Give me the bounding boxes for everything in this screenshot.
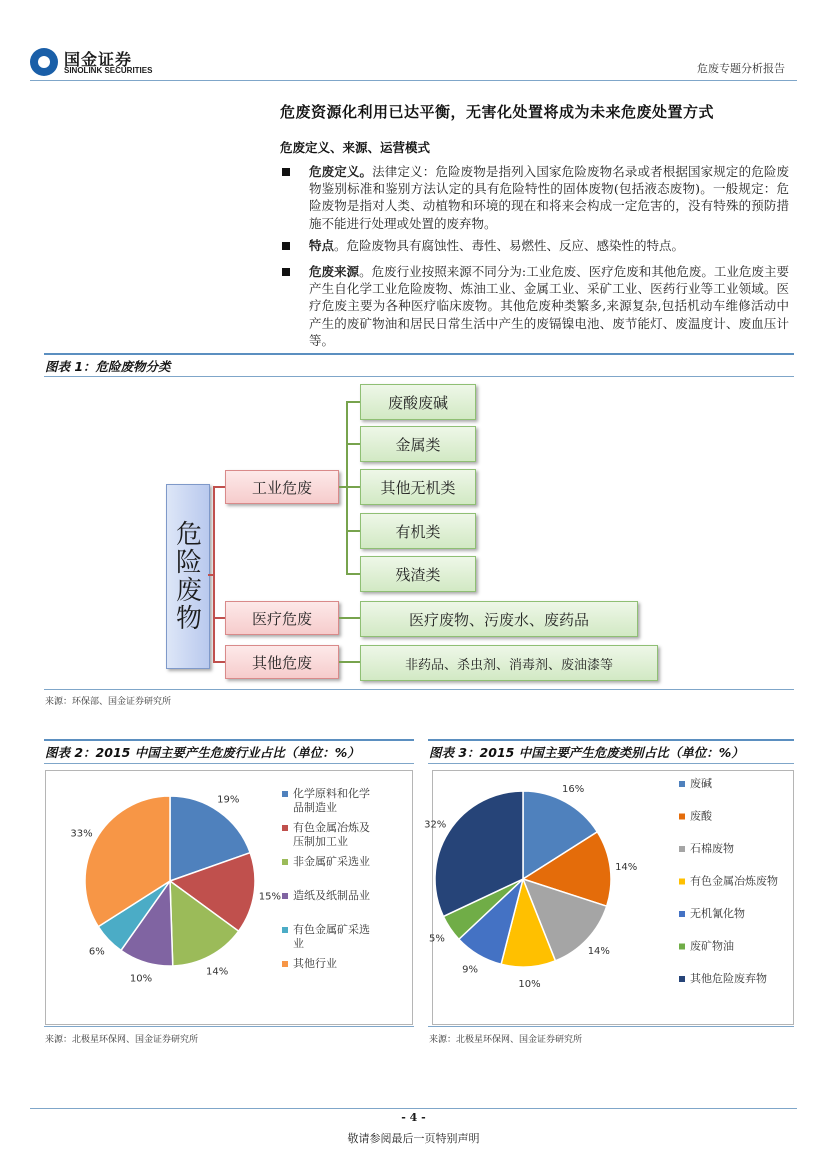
figure2-caption: 图表 2：2015 中国主要产生危废行业占比（单位：%） [45,745,360,760]
footer-divider [30,1108,797,1109]
node-other: 其他危废 [225,645,339,679]
bullet-marker [282,242,290,250]
connector [213,486,225,488]
figure2-source: 来源：北极星环保网、国金证券研究所 [45,1035,199,1045]
legend-label: 废碱 [690,777,712,790]
legend-swatch [679,911,685,917]
legend-swatch [679,814,685,820]
page-number: - 4 - [401,1111,426,1124]
connector [339,661,360,663]
pie-data-label: 33% [70,828,93,840]
figure1-top-rule [44,353,794,355]
logo-english-name: SINOLINK SECURITIES [64,66,153,75]
legend-swatch [282,859,288,865]
bullet-text: 法律定义：危险废物是指列入国家危险废物名录或者根据国家规定的危险废物鉴别标准和鉴别方法认定的具有危险特性的固体废物(包括液态废物)。一般规定：危险废物是指对人类、动植物和环境的现在和将来会构成一定危害的，没有特殊的预防措施不能进行处理或处置的废弃物。 [309,164,789,231]
figure1-caption-rule [44,376,794,377]
industry-pie-chart [46,771,412,1024]
node-medical-detail: 医疗废物、污废水、废药品 [360,601,638,637]
legend-swatch [282,791,288,797]
legend-label: 品制造业 [293,801,337,814]
pie-data-label: 5% [429,933,445,945]
figure3-bottom-rule [428,1026,794,1027]
logo-chinese-name: 国金证券 [64,50,133,69]
node-other-inorganic: 其他无机类 [360,469,476,505]
pie-data-label: 32% [424,819,447,831]
diagram-root-label: 危险废物 [171,519,202,632]
legend-label: 非金属矿采选业 [293,855,370,868]
legend-label: 压制加工业 [293,835,348,848]
figure2-caption-rule [44,763,414,764]
node-residue: 残渣类 [360,556,476,592]
legend-label: 废酸 [690,809,712,823]
legend-swatch [679,879,685,885]
connector [346,401,360,403]
section-heading: 危废定义、来源、运营模式 [280,140,431,155]
legend-label: 废矿物油 [690,939,734,953]
legend-label: 其他危险废弃物 [690,972,767,985]
company-logo-icon [30,48,58,76]
connector [213,661,225,663]
legend-swatch [679,944,685,950]
main-title: 危废资源化利用已达平衡，无害化处置将成为未来危废处置方式 [280,103,715,121]
legend-swatch [282,927,288,933]
node-acid-alkali: 废酸废碱 [360,384,476,420]
connector [346,530,360,532]
legend-swatch [679,846,685,852]
legend-label: 有色金属矿采选 [293,923,370,936]
bullet-text: 。危废行业按照来源不同分为:工业危废、医疗危废和其他危废。工业危废主要产生自化学工业危险废物、炼油工业、金属工业、采矿工业、医药行业等工业领域。医疗危废主要为各种医疗临床废物。其他危废种类繁多,来源复杂,包括机动车维修活动中产生的废矿物油和居民日常生活中产生的废镉镍电池、废节能灯、废温度计、废血压计等。 [309,264,789,348]
bullet-marker [282,168,290,176]
pie-data-label: 14% [206,966,229,978]
pie-data-label: 14% [615,861,638,873]
pie-data-label: 10% [129,973,153,985]
figure2-top-rule [44,739,414,741]
pie-data-label: 6% [88,946,105,958]
pie-data-label: 9% [462,964,478,976]
pie-data-label: 16% [561,783,585,795]
node-metals: 金属类 [360,426,476,462]
figure2-bottom-rule [44,1026,414,1027]
connector [346,486,360,488]
footer-disclaimer: 敬请参阅最后一页特别声明 [347,1132,480,1145]
legend-label: 业 [293,937,304,950]
header-divider [30,80,797,81]
legend-label: 有色金属冶炼及 [293,821,370,834]
figure1-bottom-rule [44,689,794,690]
figure3-chart-panel [424,770,794,1025]
legend-swatch [679,976,685,982]
node-other-detail: 非药品、杀虫剂、消毒剂、废油漆等 [360,645,658,681]
node-industrial: 工业危废 [225,470,339,504]
legend-swatch [282,961,288,967]
legend-label: 有色金属冶炼废物 [690,874,778,888]
pie-data-label: 10% [518,978,541,990]
node-medical: 医疗危废 [225,601,339,635]
connector [213,617,225,619]
connector [339,617,360,619]
legend-label: 造纸及纸制品业 [293,889,370,902]
figure3-source: 来源：北极星环保网、国金证券研究所 [429,1035,583,1045]
connector [346,443,360,445]
bullet-text: 。危险废物具有腐蚀性、毒性、易燃性、反应、感染性的特点。 [334,238,685,253]
pie-data-label: 14% [587,946,610,958]
bullet-lead: 危废来源 [309,264,360,279]
legend-swatch [679,781,685,787]
figure1-caption: 图表 1：危险废物分类 [45,359,171,374]
pie-data-label: 19% [217,794,240,806]
figure3-caption: 图表 3：2015 中国主要产生危废类别占比（单位：%） [429,745,744,760]
legend-swatch [282,893,288,899]
connector [346,401,348,575]
bullet-lead: 特点 [309,238,335,253]
report-title: 危废专题分析报告 [697,62,785,75]
bullet-features [309,237,789,254]
bullet-marker [282,268,290,276]
pie-data-label: 15% [258,891,282,903]
bullet-lead: 危废定义。 [309,164,373,179]
legend-swatch [282,825,288,831]
bullet-sources [309,263,789,349]
legend-label: 其他行业 [293,957,337,970]
figure3-top-rule [428,739,794,741]
legend-label: 化学原料和化学 [293,787,370,800]
legend-label: 无机氰化物 [690,907,745,920]
category-pie-chart [424,771,793,1024]
connector [213,486,215,662]
figure3-caption-rule [428,763,794,764]
connector [346,573,360,575]
figure1-source: 来源：环保部、国金证券研究所 [45,697,172,707]
bullet-definition [309,163,789,232]
figure2-chart-panel [45,770,413,1025]
node-organic: 有机类 [360,513,476,549]
legend-label: 石棉废物 [690,842,734,855]
